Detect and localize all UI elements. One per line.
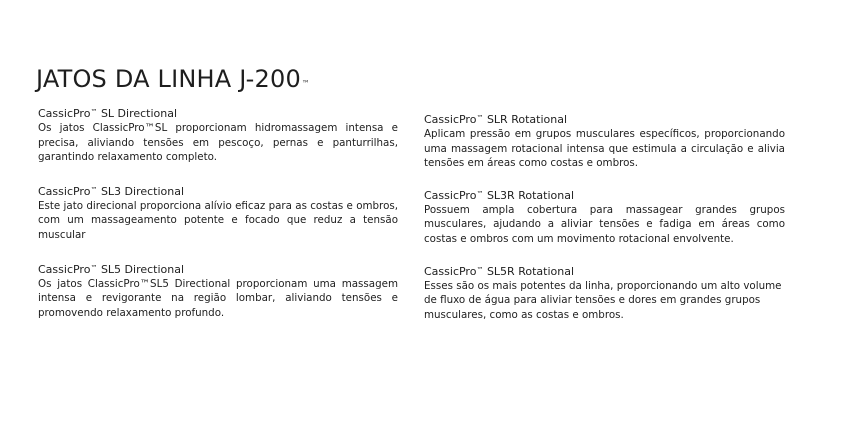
jet-name: CassicPro™ SL3 Directional xyxy=(38,184,185,198)
jet-name: CassicPro™ SL5R Rotational xyxy=(424,264,574,278)
jet-description: Possuem ampla cobertura para massagear grandes grupos musculares, ajudando a aliviar tensões e fadiga em áreas como costas e ombros com um movimento rotacional envolvente. xyxy=(424,203,785,245)
jet-sl5-directional xyxy=(38,262,398,321)
jet-description: Este jato direcional proporciona alívio eficaz para as costas e ombros, com um massageamento potente e focado que reduz a tensão muscular xyxy=(38,199,398,241)
trademark-mark: ™ xyxy=(301,79,311,88)
jet-description: Aplicam pressão em grupos musculares específicos, proporcionando uma massagem rotacional intensa que estimula a circulação e alivia tensões em áreas como costas e ombros. xyxy=(424,128,785,170)
jet-sl-directional xyxy=(38,106,398,165)
jet-name: CassicPro™ SL5 Directional xyxy=(38,262,185,276)
page-title xyxy=(36,63,310,95)
jet-sl3-directional xyxy=(38,184,398,243)
jet-sl3r-rotational xyxy=(424,188,785,247)
jet-name: CassicPro™ SL3R Rotational xyxy=(424,188,574,202)
jet-description: Os jatos ClassicPro™SL5 Directional proporcionam uma massagem intensa e revigorante na região lombar, aliviando tensões e promovendo relaxamento profundo. xyxy=(38,277,398,319)
jet-description: Esses são os mais potentes da linha, proporcionando um alto volume de fluxo de água para aliviar tensões e dores em grandes grupos musculares, como as costas e ombros. xyxy=(424,279,782,321)
jet-name: CassicPro™ SL Directional xyxy=(38,107,178,120)
page-title-text: JATOS DA LINHA J-200 xyxy=(36,65,301,93)
jets-column-right xyxy=(424,112,785,339)
jet-slr-rotational xyxy=(424,112,785,171)
jet-name: CassicPro™ SLR Rotational xyxy=(424,113,568,126)
jets-column-left xyxy=(38,106,398,339)
jet-sl5r-rotational xyxy=(424,264,785,323)
jet-description: Os jatos ClassicPro™SL proporcionam hidromassagem intensa e precisa, aliviando tensões em pescoço, pernas e panturrilhas, garantindo relaxamento completo. xyxy=(38,122,398,164)
